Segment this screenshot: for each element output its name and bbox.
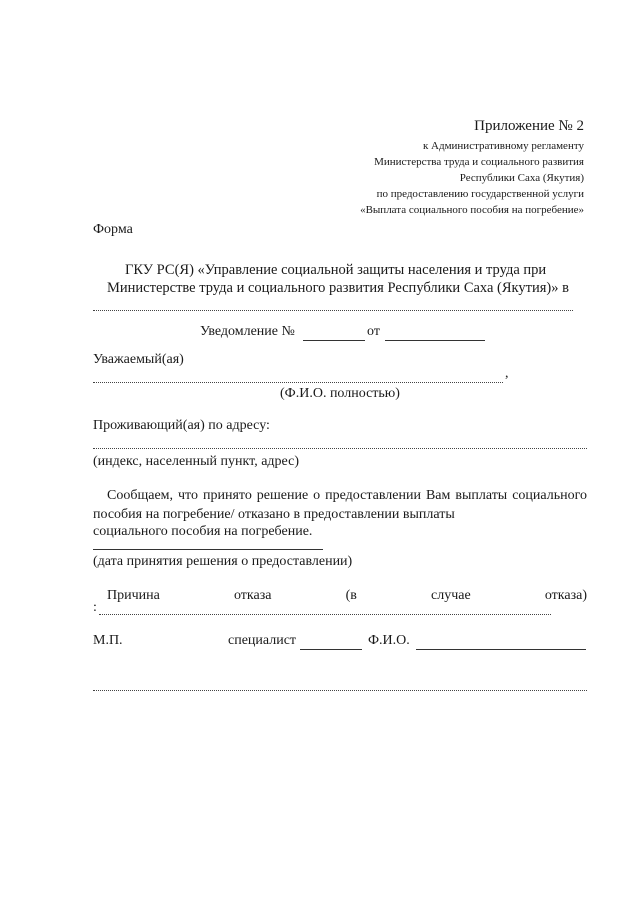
notice-date-label: от <box>367 324 380 339</box>
specialist-label: специалист <box>228 633 297 648</box>
organization-line-2: Министерстве труда и социального развития Республики Саха (Якутия)» в <box>107 280 569 296</box>
notice-number-label: Уведомление № <box>200 324 295 339</box>
bottom-line <box>93 690 587 691</box>
appendix-line: «Выплата социального пособия на погребение» <box>360 204 584 216</box>
decision-date-caption: (дата принятия решения о предоставлении) <box>93 554 353 569</box>
reason-word: (в <box>345 588 357 603</box>
reason-word: отказа) <box>544 588 587 603</box>
reason-colon: : <box>93 600 97 615</box>
appendix-line: по предоставлению государственной услуги <box>376 188 584 200</box>
form-label: Форма <box>93 222 133 237</box>
refusal-reason-field <box>99 614 551 615</box>
full-name-caption: (Ф.И.О. полностью) <box>280 386 400 401</box>
organization-blank-line <box>93 310 573 311</box>
notice-number-field <box>303 340 365 341</box>
decision-message: Сообщаем, что принято решение о предоставлении Вам выплаты социального пособия на погребение/ отказано в предоставлении выплаты <box>93 488 587 522</box>
decision-message-end: социального пособия на погребение. <box>93 524 313 539</box>
appendix-line: к Административному регламенту <box>422 140 584 152</box>
specialist-name-label: Ф.И.О. <box>368 633 410 648</box>
specialist-name-field <box>416 649 586 650</box>
address-caption: (индекс, населенный пункт, адрес) <box>93 454 299 469</box>
specialist-signature-field <box>300 649 362 650</box>
appendix-line: Республики Саха (Якутия) <box>459 172 584 184</box>
address-field <box>93 448 587 449</box>
appendix-title: Приложение № 2 <box>474 118 584 134</box>
reason-word: Причина <box>107 588 160 603</box>
reason-word: отказа <box>233 588 272 603</box>
dear-label: Уважаемый(ая) <box>93 352 184 367</box>
notice-date-field <box>385 340 485 341</box>
decision-date-field <box>93 549 323 550</box>
reason-word: случае <box>431 588 471 603</box>
seal-place-label: М.П. <box>93 633 123 648</box>
appendix-line: Министерства труда и социального развития <box>374 156 584 168</box>
recipient-comma: , <box>505 366 509 381</box>
refusal-reason-label <box>107 588 587 604</box>
residence-label: Проживающий(ая) по адресу: <box>93 418 270 433</box>
organization-line-1: ГКУ РС(Я) «Управление социальной защиты населения и труда при <box>125 262 547 278</box>
recipient-name-field <box>93 382 503 383</box>
